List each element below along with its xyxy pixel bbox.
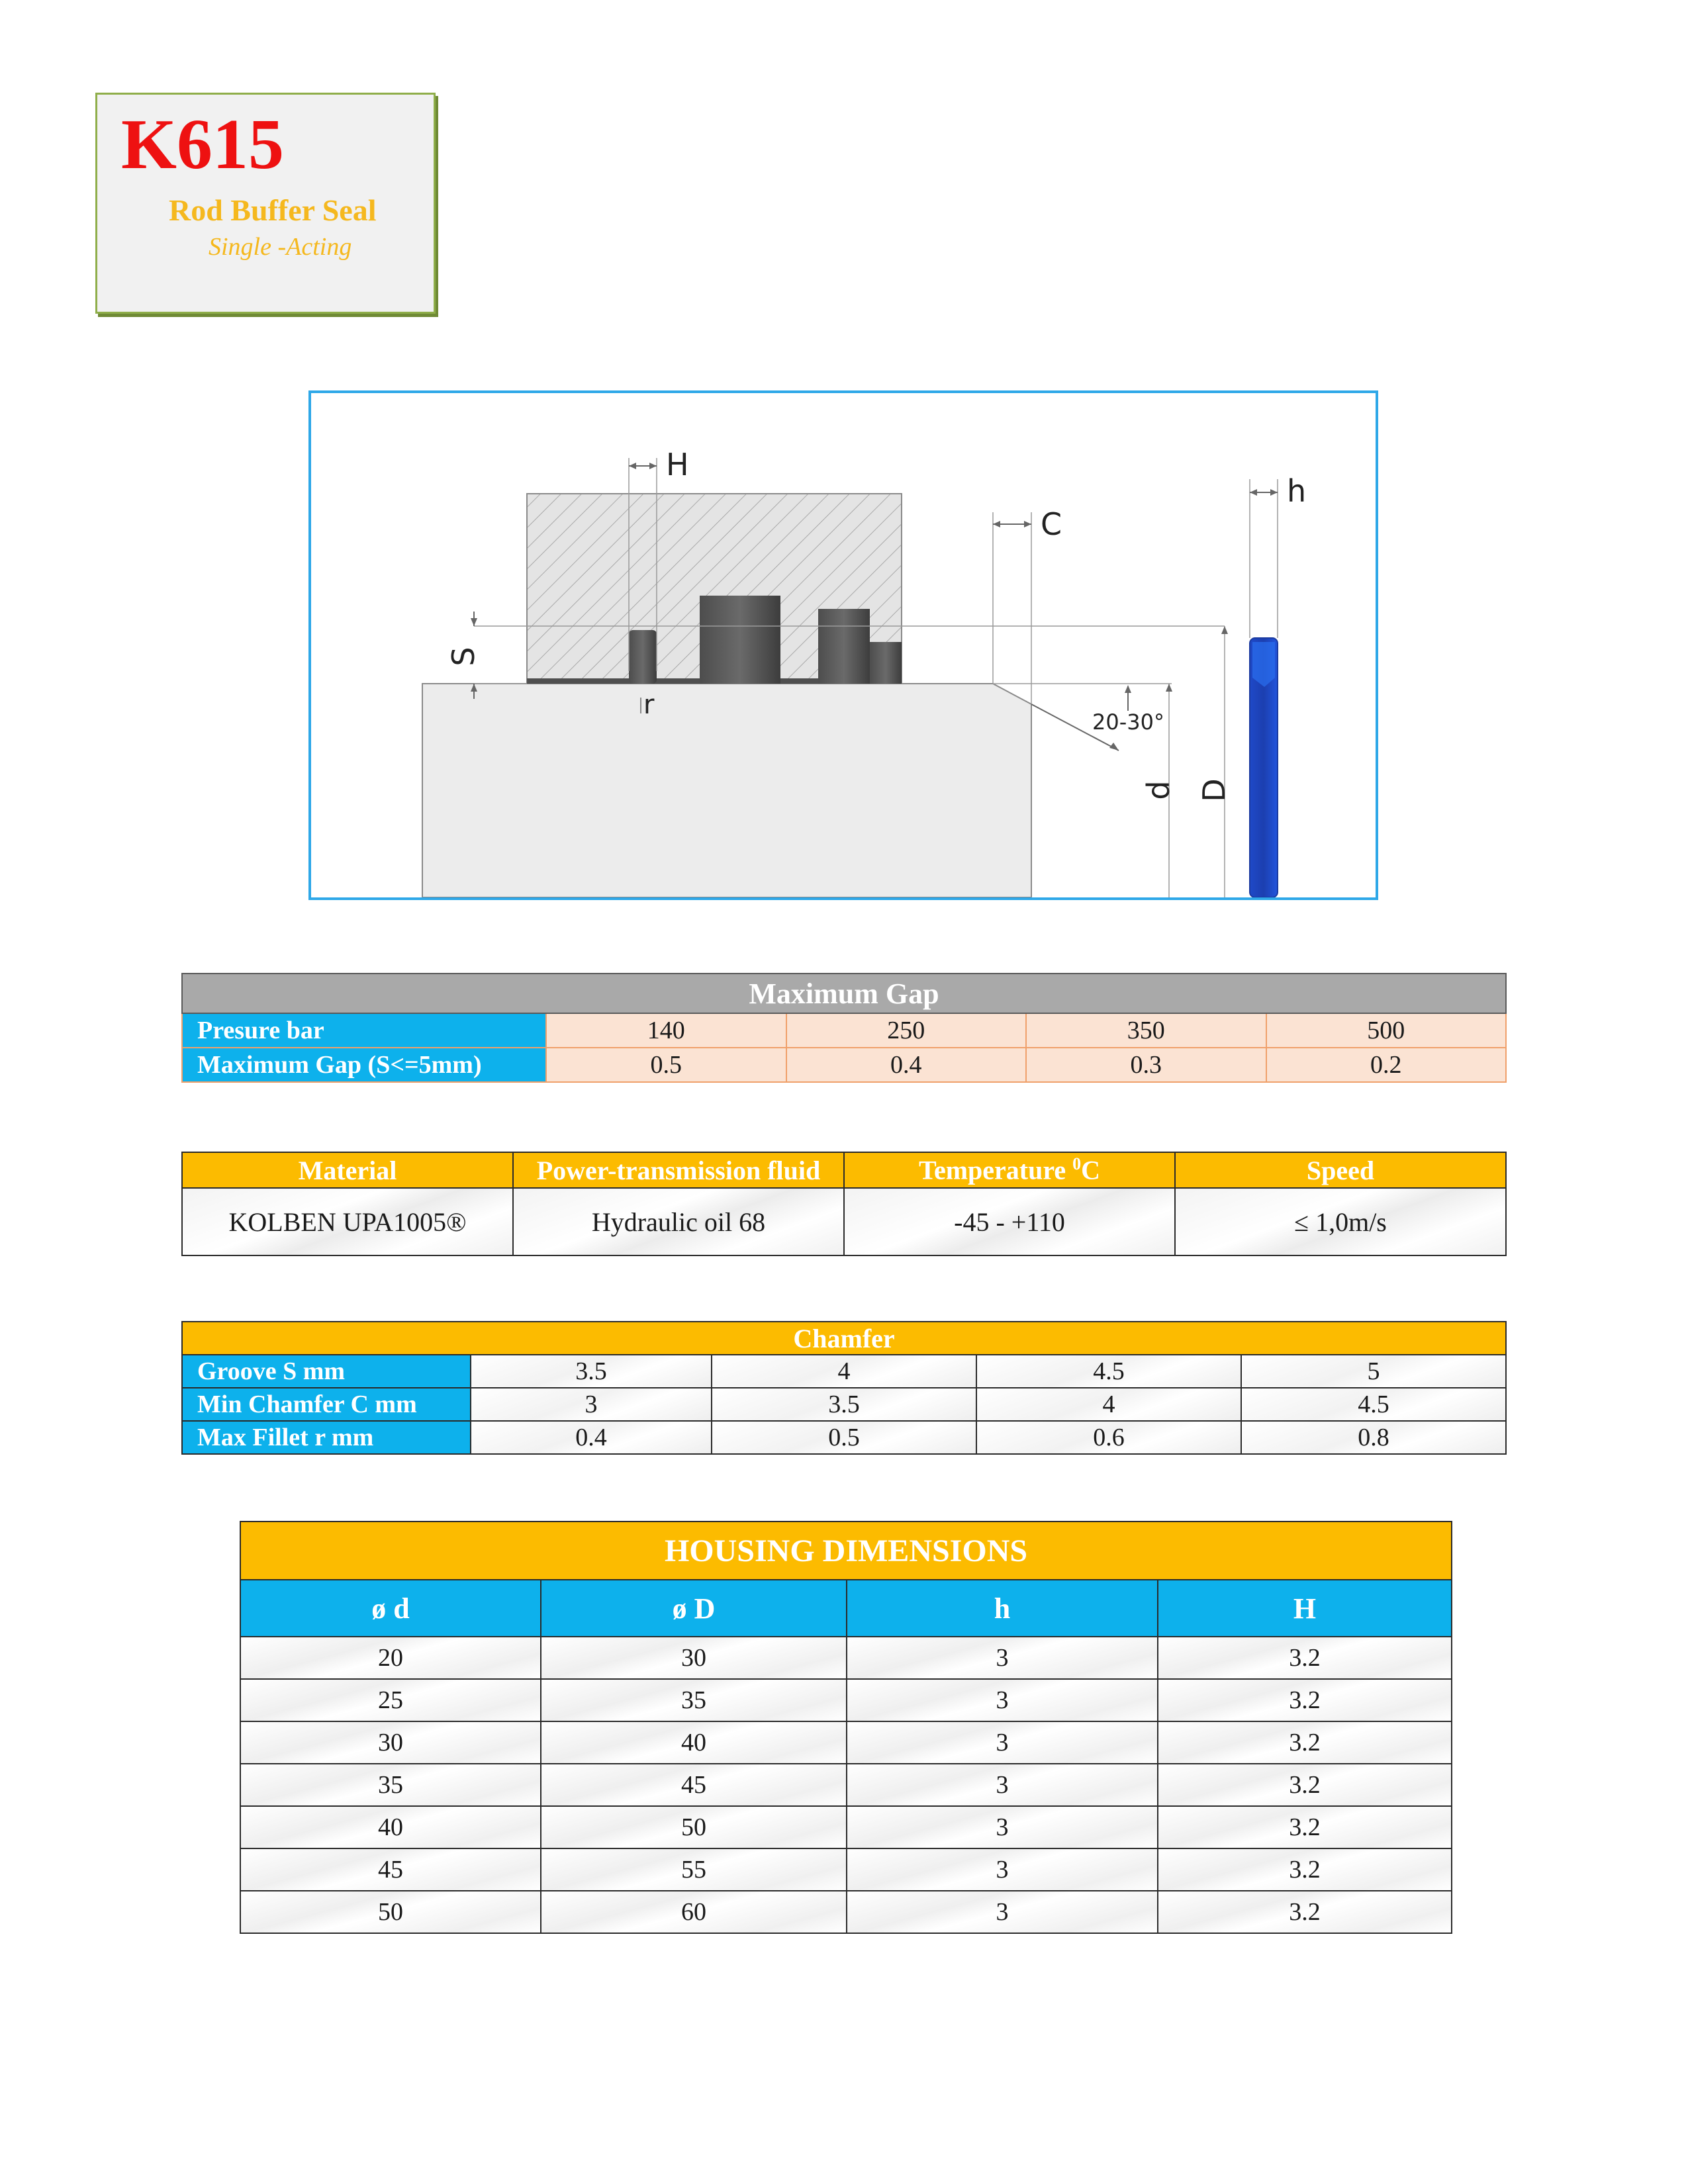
label-C: C [1041, 506, 1062, 542]
table-row [240, 1764, 1452, 1806]
chamfer-row-max-fillet [182, 1421, 1506, 1454]
column-header: ø d [240, 1580, 541, 1637]
row-label: Max Fillet r mm [182, 1421, 471, 1454]
table-cell: 0.4 [471, 1421, 712, 1454]
table-cell: 3.2 [1158, 1891, 1452, 1933]
housing-dimensions-table [240, 1521, 1452, 1934]
table-cell: 35 [240, 1764, 541, 1806]
material-value: KOLBEN UPA1005® [182, 1188, 513, 1255]
gap-cell: 0.3 [1026, 1048, 1266, 1082]
speed-header: Speed [1175, 1152, 1506, 1188]
label-H: H [666, 447, 689, 482]
speed-value: ≤ 1,0m/s [1175, 1188, 1506, 1255]
pressure-cell: 500 [1266, 1013, 1507, 1048]
pressure-row [182, 1013, 1506, 1048]
table-cell: 3.2 [1158, 1637, 1452, 1679]
gap-label: Maximum Gap (S<=5mm) [182, 1048, 546, 1082]
table-cell: 3.2 [1158, 1806, 1452, 1848]
table-row [240, 1806, 1452, 1848]
table-cell: 3.5 [712, 1388, 976, 1421]
seal-tooth-2 [700, 596, 780, 684]
label-d: d [1141, 780, 1176, 800]
label-r: r [643, 690, 655, 720]
column-header: ø D [541, 1580, 847, 1637]
table-cell: 3 [847, 1848, 1158, 1891]
table-cell: 5 [1241, 1355, 1506, 1388]
title-card [95, 93, 436, 314]
table-cell: 3.2 [1158, 1764, 1452, 1806]
seal-tooth-1 [629, 630, 657, 684]
table-cell: 60 [541, 1891, 847, 1933]
table-cell: 4 [976, 1388, 1241, 1421]
product-name: Rod Buffer Seal [169, 193, 377, 227]
gap-cell: 0.2 [1266, 1048, 1507, 1082]
table-row [240, 1848, 1452, 1891]
table-cell: 4.5 [1241, 1388, 1506, 1421]
table-cell: 30 [240, 1721, 541, 1764]
label-S: S [445, 647, 481, 666]
row-label: Min Chamfer C mm [182, 1388, 471, 1421]
table-cell: 4.5 [976, 1355, 1241, 1388]
table-cell: 0.5 [712, 1421, 976, 1454]
table-cell: 40 [240, 1806, 541, 1848]
chamfer-title: Chamfer [182, 1322, 1506, 1355]
table-cell: 3.5 [471, 1355, 712, 1388]
table-cell: 3 [847, 1679, 1158, 1721]
table-cell: 40 [541, 1721, 847, 1764]
max-gap-title: Maximum Gap [182, 974, 1506, 1013]
chamfer-row-min-chamfer [182, 1388, 1506, 1421]
table-cell: 30 [541, 1637, 847, 1679]
temperature-value: -45 - +110 [844, 1188, 1175, 1255]
max-gap-table [181, 973, 1507, 1083]
pressure-cell: 350 [1026, 1013, 1266, 1048]
table-row [240, 1637, 1452, 1679]
column-header: H [1158, 1580, 1452, 1637]
table-cell: 3.2 [1158, 1679, 1452, 1721]
column-header: h [847, 1580, 1158, 1637]
product-subtitle: Single -Acting [209, 233, 352, 261]
table-cell: 0.8 [1241, 1421, 1506, 1454]
table-cell: 25 [240, 1679, 541, 1721]
table-cell: 20 [240, 1637, 541, 1679]
row-label: Groove S mm [182, 1355, 471, 1388]
gap-row [182, 1048, 1506, 1082]
product-code: K615 [121, 105, 285, 184]
chamfer-table [181, 1321, 1507, 1455]
label-angle: 20-30° [1092, 709, 1164, 735]
material-header: Material [182, 1152, 513, 1188]
table-cell: 55 [541, 1848, 847, 1891]
table-row [240, 1891, 1452, 1933]
table-row [240, 1721, 1452, 1764]
gap-cell: 0.5 [546, 1048, 786, 1082]
table-cell: 3.2 [1158, 1848, 1452, 1891]
table-cell: 0.6 [976, 1421, 1241, 1454]
table-cell: 3 [471, 1388, 712, 1421]
pressure-cell: 250 [786, 1013, 1027, 1048]
fluid-value: Hydraulic oil 68 [513, 1188, 844, 1255]
table-cell: 3 [847, 1637, 1158, 1679]
seal-housing-drawing [308, 390, 1378, 900]
table-cell: 50 [541, 1806, 847, 1848]
material-table [181, 1152, 1507, 1256]
table-cell: 3 [847, 1764, 1158, 1806]
fluid-header: Power-transmission fluid [513, 1152, 844, 1188]
chamfer-row-groove [182, 1355, 1506, 1388]
table-cell: 3.2 [1158, 1721, 1452, 1764]
gap-cell: 0.4 [786, 1048, 1027, 1082]
drawing-canvas [311, 393, 1376, 897]
table-cell: 45 [541, 1764, 847, 1806]
label-D: D [1196, 778, 1232, 802]
table-cell: 3 [847, 1806, 1158, 1848]
pressure-label: Presure bar [182, 1013, 546, 1048]
pressure-cell: 140 [546, 1013, 786, 1048]
temperature-header: Temperature $^0$C [844, 1152, 1175, 1188]
seal-tooth-4 [870, 642, 902, 684]
seal-tooth-3 [818, 609, 870, 684]
label-h: h [1287, 473, 1307, 509]
housing-title: HOUSING DIMENSIONS [240, 1522, 1452, 1580]
table-cell: 3 [847, 1721, 1158, 1764]
rod-body [422, 684, 1031, 897]
table-cell: 45 [240, 1848, 541, 1891]
table-cell: 4 [712, 1355, 976, 1388]
table-row [240, 1679, 1452, 1721]
table-cell: 35 [541, 1679, 847, 1721]
table-cell: 3 [847, 1891, 1158, 1933]
table-cell: 50 [240, 1891, 541, 1933]
